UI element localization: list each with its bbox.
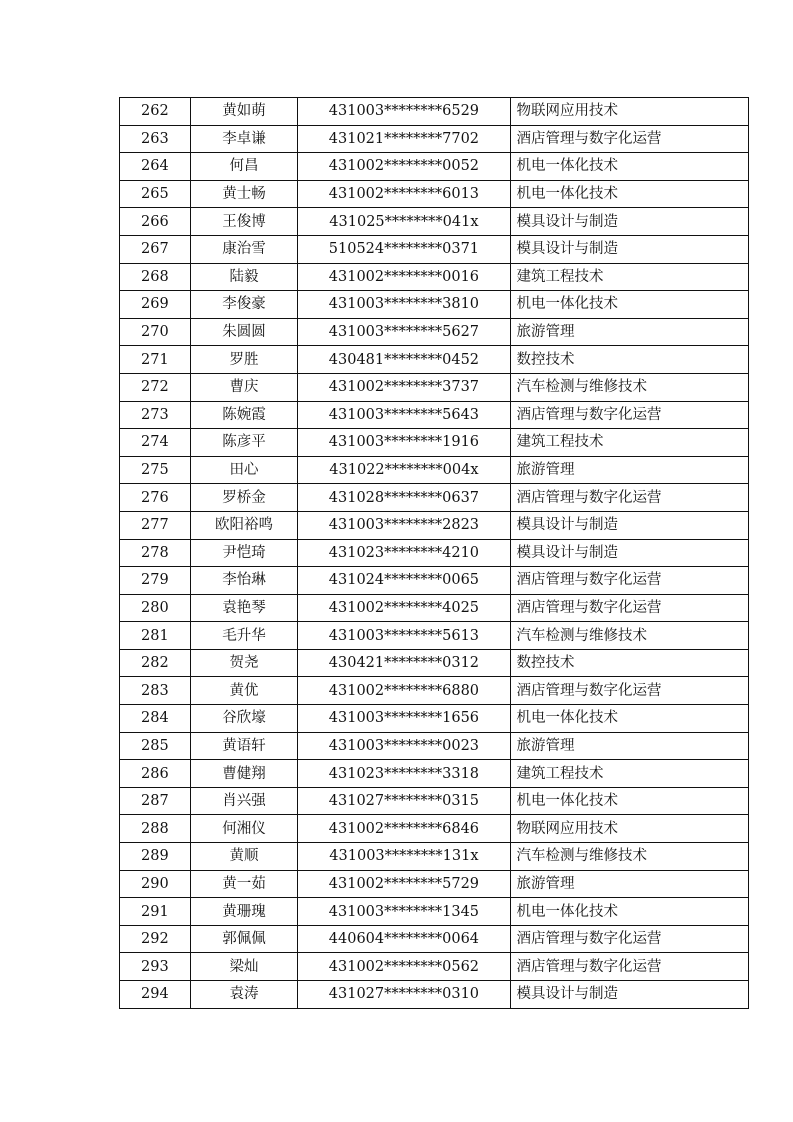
table-body [120,98,749,1009]
table-row [120,208,749,236]
table-row [120,98,749,126]
id-number-cell: 431023********4210 [298,539,510,567]
row-number-cell: 282 [120,649,191,677]
id-number-cell: 430481********0452 [298,346,510,374]
row-number-cell: 265 [120,180,191,208]
row-number-cell: 271 [120,346,191,374]
row-number-cell: 294 [120,981,191,1009]
student-name-cell: 欧阳裕鸣 [190,511,298,539]
id-number-cell: 431002********0562 [298,953,510,981]
row-number-cell: 278 [120,539,191,567]
student-name-cell: 罗桥金 [190,484,298,512]
row-number-cell: 262 [120,98,191,126]
major-cell: 旅游管理 [510,456,748,484]
id-number-cell: 431028********0637 [298,484,510,512]
id-number-cell: 431003********1916 [298,429,510,457]
major-cell: 机电一体化技术 [510,705,748,733]
major-cell: 酒店管理与数字化运营 [510,677,748,705]
id-number-cell: 431027********0315 [298,787,510,815]
row-number-cell: 273 [120,401,191,429]
row-number-cell: 275 [120,456,191,484]
table-row [120,677,749,705]
id-number-cell: 431003********5643 [298,401,510,429]
student-name-cell: 袁艳琴 [190,594,298,622]
major-cell: 酒店管理与数字化运营 [510,125,748,153]
id-number-cell: 431024********0065 [298,567,510,595]
student-name-cell: 袁涛 [190,981,298,1009]
major-cell: 汽车检测与维修技术 [510,843,748,871]
id-number-cell: 431003********6529 [298,98,510,126]
row-number-cell: 285 [120,732,191,760]
table-row [120,263,749,291]
table-row [120,981,749,1009]
major-cell: 数控技术 [510,346,748,374]
major-cell: 数控技术 [510,649,748,677]
student-name-cell: 黄珊瑰 [190,898,298,926]
table-row [120,125,749,153]
id-number-cell: 430421********0312 [298,649,510,677]
table-row [120,898,749,926]
major-cell: 旅游管理 [510,870,748,898]
row-number-cell: 286 [120,760,191,788]
student-name-cell: 黄优 [190,677,298,705]
major-cell: 酒店管理与数字化运营 [510,401,748,429]
major-cell: 酒店管理与数字化运营 [510,953,748,981]
student-name-cell: 郭佩佩 [190,925,298,953]
row-number-cell: 289 [120,843,191,871]
row-number-cell: 270 [120,318,191,346]
row-number-cell: 272 [120,373,191,401]
row-number-cell: 267 [120,235,191,263]
table-row [120,484,749,512]
major-cell: 机电一体化技术 [510,153,748,181]
table-row [120,456,749,484]
major-cell: 物联网应用技术 [510,98,748,126]
id-number-cell: 431002********0052 [298,153,510,181]
id-number-cell: 431027********0310 [298,981,510,1009]
major-cell: 旅游管理 [510,318,748,346]
table-row [120,429,749,457]
student-name-cell: 贺尧 [190,649,298,677]
table-row [120,622,749,650]
major-cell: 建筑工程技术 [510,760,748,788]
id-number-cell: 431003********3810 [298,291,510,319]
row-number-cell: 281 [120,622,191,650]
major-cell: 模具设计与制造 [510,981,748,1009]
table-row [120,180,749,208]
table-row [120,870,749,898]
major-cell: 旅游管理 [510,732,748,760]
row-number-cell: 290 [120,870,191,898]
row-number-cell: 280 [120,594,191,622]
student-name-cell: 曹庆 [190,373,298,401]
student-name-cell: 何昌 [190,153,298,181]
id-number-cell: 431003********5627 [298,318,510,346]
id-number-cell: 431002********4025 [298,594,510,622]
student-name-cell: 黄士畅 [190,180,298,208]
id-number-cell: 431022********004x [298,456,510,484]
student-name-cell: 黄顺 [190,843,298,871]
table-row [120,511,749,539]
table-row [120,953,749,981]
student-name-cell: 谷欣壕 [190,705,298,733]
id-number-cell: 440604********0064 [298,925,510,953]
table-row [120,925,749,953]
id-number-cell: 431003********1656 [298,705,510,733]
student-name-cell: 王俊博 [190,208,298,236]
id-number-cell: 431002********0016 [298,263,510,291]
major-cell: 机电一体化技术 [510,787,748,815]
major-cell: 酒店管理与数字化运营 [510,925,748,953]
row-number-cell: 268 [120,263,191,291]
major-cell: 汽车检测与维修技术 [510,622,748,650]
table-row [120,373,749,401]
row-number-cell: 263 [120,125,191,153]
student-name-cell: 黄如萌 [190,98,298,126]
student-name-cell: 黄一茹 [190,870,298,898]
id-number-cell: 431003********131x [298,843,510,871]
row-number-cell: 288 [120,815,191,843]
student-name-cell: 黄语轩 [190,732,298,760]
id-number-cell: 431003********0023 [298,732,510,760]
student-list-table [119,97,749,1009]
row-number-cell: 279 [120,567,191,595]
major-cell: 汽车检测与维修技术 [510,373,748,401]
id-number-cell: 431002********5729 [298,870,510,898]
major-cell: 物联网应用技术 [510,815,748,843]
row-number-cell: 274 [120,429,191,457]
student-name-cell: 尹恺琦 [190,539,298,567]
major-cell: 模具设计与制造 [510,235,748,263]
student-name-cell: 毛升华 [190,622,298,650]
table-row [120,235,749,263]
id-number-cell: 431003********1345 [298,898,510,926]
table-row [120,401,749,429]
major-cell: 机电一体化技术 [510,291,748,319]
table-row [120,346,749,374]
major-cell: 机电一体化技术 [510,180,748,208]
major-cell: 模具设计与制造 [510,539,748,567]
table-row [120,539,749,567]
student-name-cell: 康治雪 [190,235,298,263]
table-row [120,318,749,346]
row-number-cell: 269 [120,291,191,319]
id-number-cell: 510524********0371 [298,235,510,263]
row-number-cell: 264 [120,153,191,181]
student-name-cell: 李卓谦 [190,125,298,153]
student-name-cell: 何湘仪 [190,815,298,843]
table-row [120,843,749,871]
table-row [120,815,749,843]
major-cell: 机电一体化技术 [510,898,748,926]
id-number-cell: 431003********5613 [298,622,510,650]
major-cell: 模具设计与制造 [510,208,748,236]
major-cell: 酒店管理与数字化运营 [510,484,748,512]
row-number-cell: 276 [120,484,191,512]
table-row [120,153,749,181]
student-name-cell: 朱圆圆 [190,318,298,346]
id-number-cell: 431021********7702 [298,125,510,153]
row-number-cell: 287 [120,787,191,815]
id-number-cell: 431002********6880 [298,677,510,705]
table-row [120,760,749,788]
table-row [120,705,749,733]
student-name-cell: 梁灿 [190,953,298,981]
row-number-cell: 291 [120,898,191,926]
major-cell: 建筑工程技术 [510,263,748,291]
major-cell: 酒店管理与数字化运营 [510,594,748,622]
id-number-cell: 431002********6013 [298,180,510,208]
table-row [120,291,749,319]
id-number-cell: 431002********3737 [298,373,510,401]
id-number-cell: 431023********3318 [298,760,510,788]
student-name-cell: 田心 [190,456,298,484]
row-number-cell: 293 [120,953,191,981]
row-number-cell: 283 [120,677,191,705]
student-name-cell: 陆毅 [190,263,298,291]
student-name-cell: 李俊豪 [190,291,298,319]
row-number-cell: 292 [120,925,191,953]
student-name-cell: 曹健翔 [190,760,298,788]
student-name-cell: 陈彦平 [190,429,298,457]
major-cell: 酒店管理与数字化运营 [510,567,748,595]
major-cell: 建筑工程技术 [510,429,748,457]
student-name-cell: 李怡琳 [190,567,298,595]
major-cell: 模具设计与制造 [510,511,748,539]
row-number-cell: 284 [120,705,191,733]
row-number-cell: 277 [120,511,191,539]
table-row [120,649,749,677]
table-row [120,732,749,760]
student-name-cell: 罗胜 [190,346,298,374]
student-name-cell: 肖兴强 [190,787,298,815]
id-number-cell: 431003********2823 [298,511,510,539]
id-number-cell: 431002********6846 [298,815,510,843]
id-number-cell: 431025********041x [298,208,510,236]
row-number-cell: 266 [120,208,191,236]
student-name-cell: 陈婉霞 [190,401,298,429]
table-row [120,594,749,622]
table-row [120,567,749,595]
table-row [120,787,749,815]
